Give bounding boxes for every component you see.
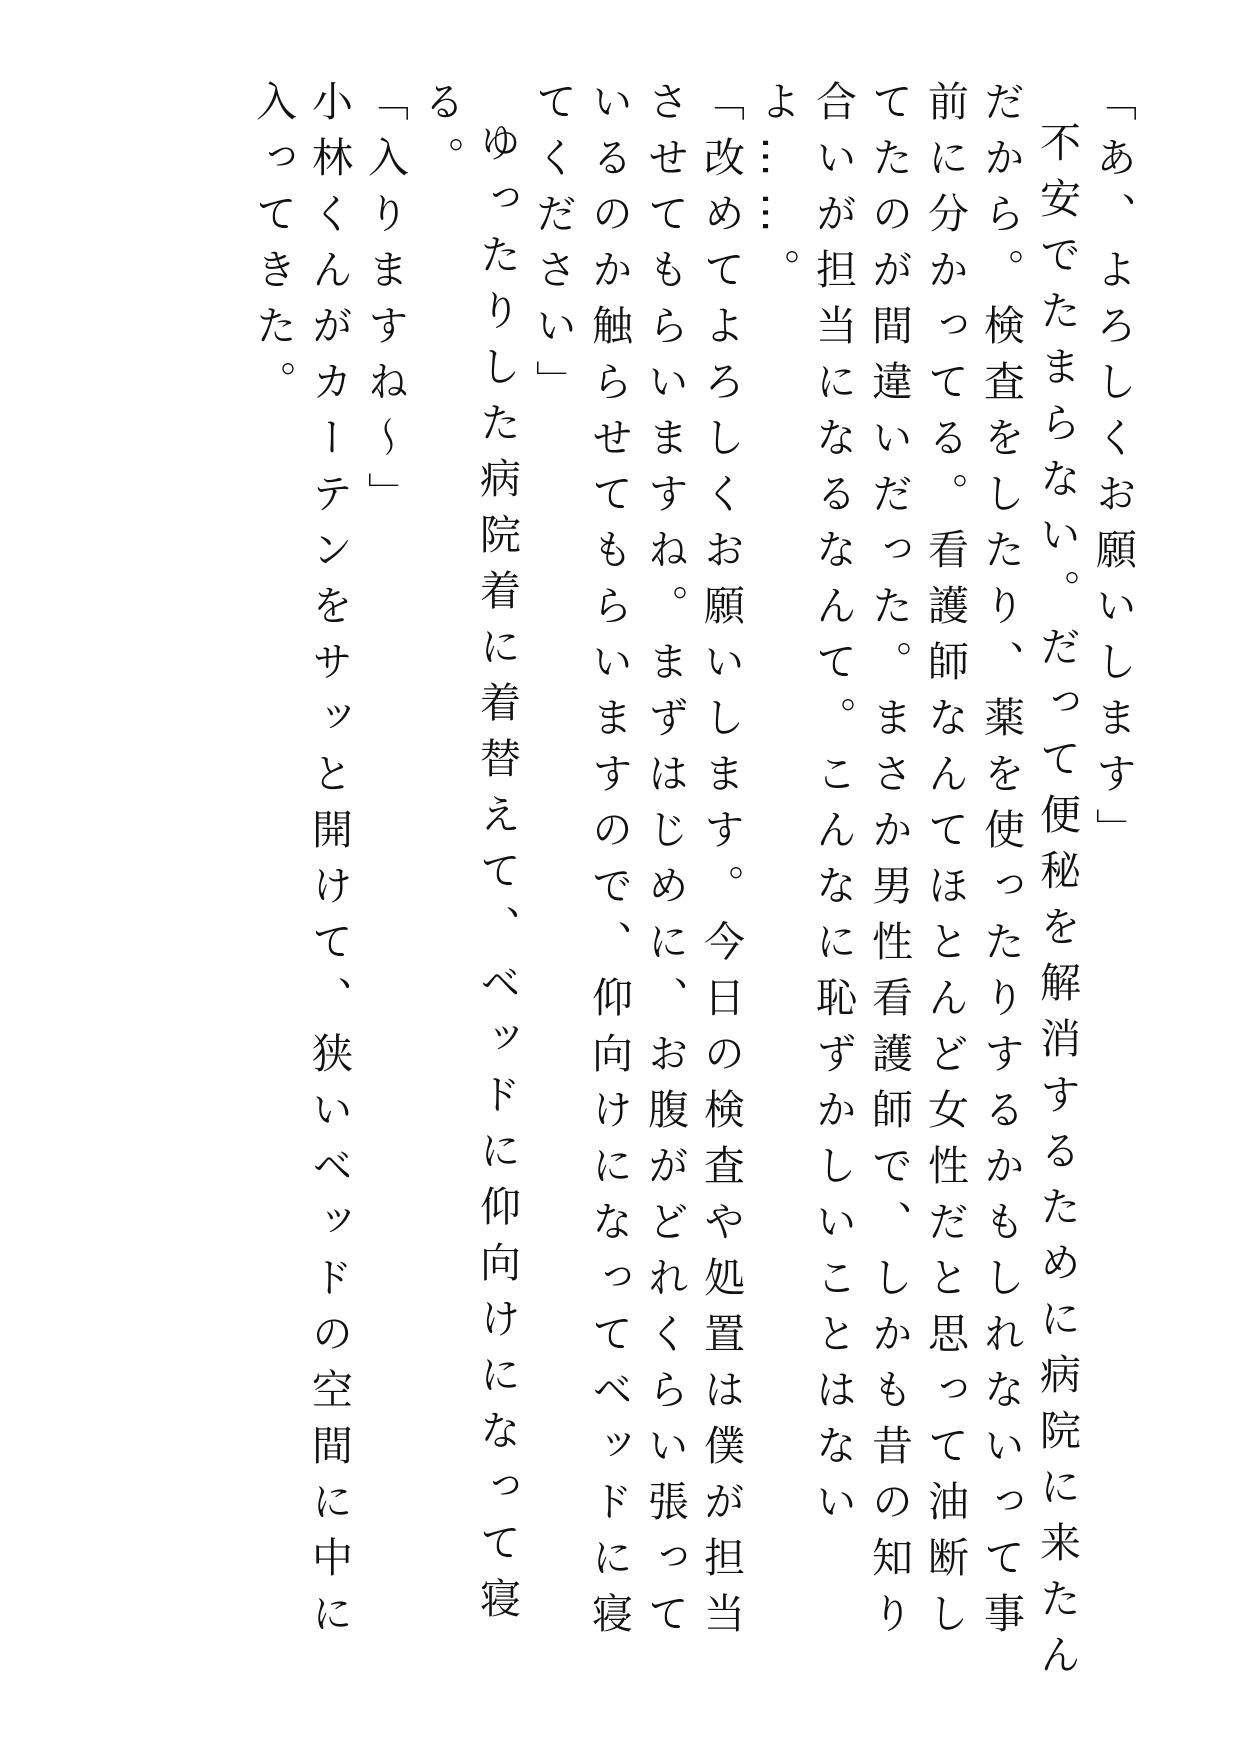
dialogue-nurse-introduction: 「改めてよろしくお願いします。今日の検査や処置は僕が担当させてもらいますね。まずはじめに、お腹がどれくらい張っているのか触らせてもらいますので、仰向けになってベッドに寝てください」 — [529, 80, 745, 1648]
vertical-text-body — [245, 80, 1141, 1700]
narration-curtain: 小林くんがカーテンをサッと開けて、狭いベッドの空間に中に入ってきた。 — [249, 80, 353, 1648]
dialogue-entering: 「入りますね〜」 — [361, 80, 409, 528]
dialogue-greeting: 「あ、よろしくお願いします」 — [1089, 80, 1137, 864]
narration-changing: ゆったりした病院着に着替えて、ベッドに仰向けになって寝る。 — [417, 80, 521, 1633]
narration-anxiety: 不安でたまらない。だって便秘を解消するために病院に来たんだから。検査をしたり、薬を使ったりするかもしれないって事前に分かってる。看護師なんてほとんど女性だと思って油断してたのが間違いだった。まさか男性看護師で、しかも昔の知り合いが担当になるなんて。こんなに恥ずかしいことはないよ……。 — [753, 80, 1081, 1689]
